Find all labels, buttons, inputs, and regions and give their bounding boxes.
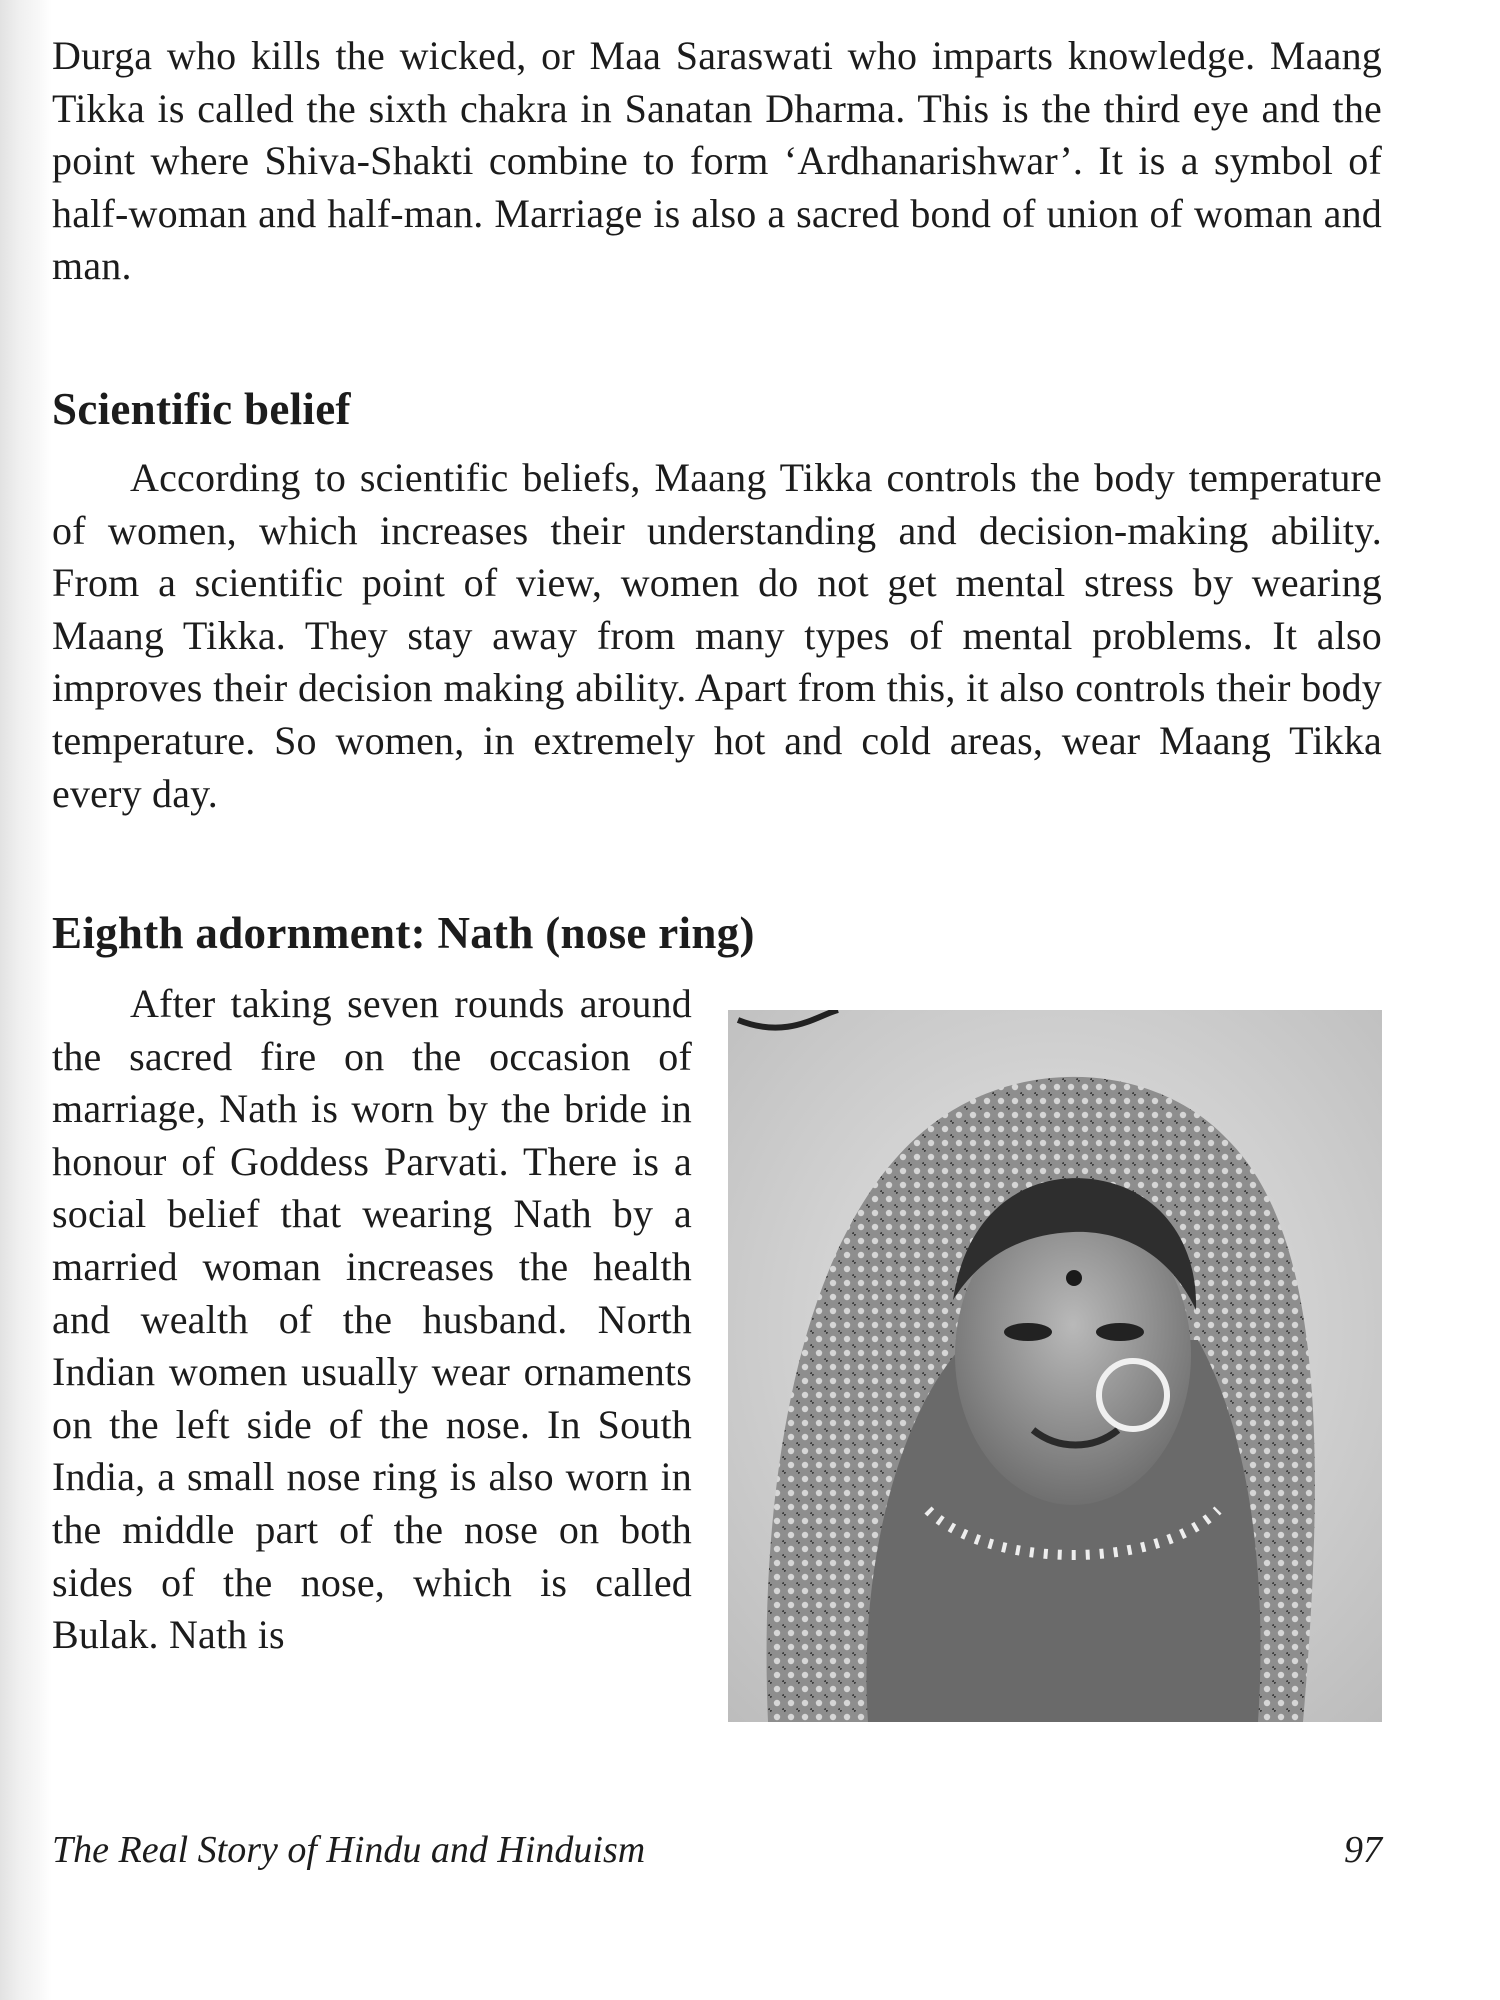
intro-paragraph: Durga who kills the wicked, or Maa Saraswati who imparts knowledge. Maang Tikka is called the sixth chakra in Sanatan Dharma. This is the third eye and the point where Shiva-Shakti combine to form ‘Ardhanarishwar’. It is a symbol of half-woman and half-man. Marriage is also a sacred bond of union of woman and man. xyxy=(52,33,1382,289)
left-eye xyxy=(1004,1323,1052,1341)
footer-book-title: The Real Story of Hindu and Hinduism xyxy=(52,1829,646,1871)
bindi xyxy=(1066,1270,1082,1286)
footer-page-number: 97 xyxy=(1344,1829,1382,1871)
scientific-belief-paragraph: According to scientific beliefs, Maang Tikka controls the body temperature of women, which increases their understanding and decision-making ability. From a scientific point of view, women do not get mental stress by wearing Maang Tikka. They stay away from many types of mental problems. It also improves their decision making ability. Apart from this, it also controls their body temperature. So women, in extremely hot and cold areas, wear Maang Tikka every day. xyxy=(52,455,1382,816)
right-eye xyxy=(1096,1323,1144,1341)
bride-photo xyxy=(728,1010,1382,1722)
section-heading-eighth-adornment: Eighth adornment: Nath (nose ring) xyxy=(52,908,755,958)
book-page xyxy=(52,0,1412,2000)
page-gutter-shadow xyxy=(0,0,52,2000)
nath-paragraph: After taking seven rounds around the sacred fire on the occasion of marriage, Nath is worn by the bride in honour of Goddess Parvati. There is a social belief that wearing Nath by a married woman increases the health and wealth of the husband. North Indian women usually wear ornaments on the left side of the nose. In South India, a small nose ring is also worn in the middle part of the nose on both sides of the nose, which is called Bulak. Nath is xyxy=(52,981,692,1658)
section-heading-scientific-belief: Scientific belief xyxy=(52,384,351,434)
